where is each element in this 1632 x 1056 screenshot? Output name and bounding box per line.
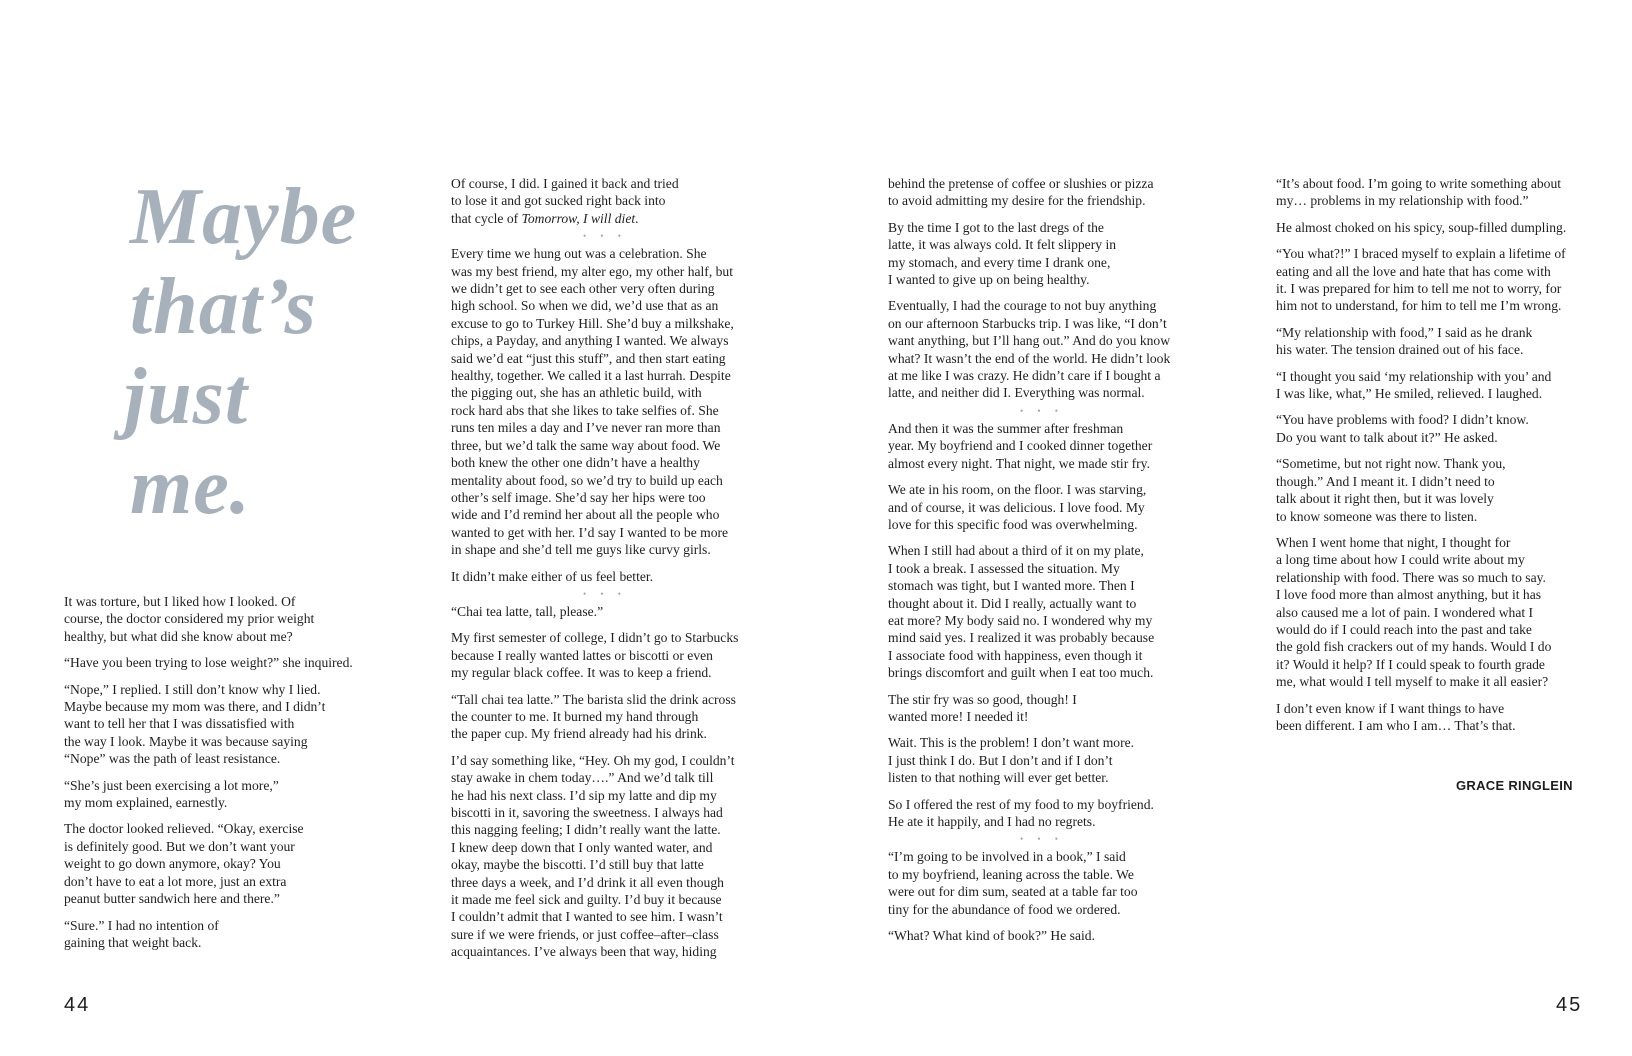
pull-quote <box>112 172 357 532</box>
paragraph: It was torture, but I liked how I looked. Of course, the doctor considered my prior weight healthy, but what did she know about me? <box>64 594 315 644</box>
paragraph: When I went home that night, I thought for a long time about how I could write about my relationship with food. There was so much to say. I love food more than almost anything, but it has also caused me a lot of pain. I wondered what I would do if I could reach into the past and take the gold fish crackers out of my hands. Would I do it? Would it help? If I could speak to fourth grade me, what would I tell myself to make it all easier? <box>1276 534 1552 690</box>
paragraph: “You what?!” I braced myself to explain a lifetime of eating and all the love and hate that has come with it. I was prepared for him to tell me not to worry, for him not to understand, for him to tell me I’m wrong. <box>1276 246 1566 314</box>
pull-quote-line: just <box>124 353 249 441</box>
paragraph: We ate in his room, on the floor. I was starving, and of course, it was delicious. I love food. My love for this specific food was overwhelming. <box>888 482 1147 532</box>
paragraph: Eventually, I had the courage to not buy anything on our afternoon Starbucks trip. I was like, “I don’t want anything, but I’ll hang out.” And do you know what? It wasn’t the end of the world. He didn’t look at me like I was crazy. He didn’t care if I bought a latte, and neither did I. Everything was normal. <box>888 298 1171 401</box>
page-number-left: 44 <box>64 994 91 1016</box>
paragraph: Wait. This is the problem! I don’t want more. I just think I do. But I don’t and if I don’t listen to that nothing will ever get better. <box>888 735 1135 786</box>
paragraph: “It’s about food. I’m going to write something about my… problems in my relationship with food.” <box>1276 176 1562 209</box>
paragraph: Every time we hung out was a celebration. She was my best friend, my alter ego, my other half, but we didn’t get to see each other very often during high school. So when we did, we’d use that as an excuse to go to Turkey Hill. She’d buy a milkshake, chips, a Payday, and anything I wanted. We always said we’d eat “just this stuff”, and then start eating healthy, together. We called it a last hurrah. Despite the pigging out, she has an athletic build, with rock hard abs that she likes to take selfies of. She runs ten miles a day and I’ve never ran more than three, but we’d talk the same way about food. We both knew the other one didn’t have a healthy mentality about food, so we’d try to build up each other’s self image. She’d say her hips were too wide and I’d remind her about all the people who wanted to get with her. I’d say I wanted to be more in shape and she’d tell me guys like curvy girls. <box>451 246 734 558</box>
paragraph: By the time I got to the last dregs of the latte, it was always cold. It felt slippery in my stomach, and every time I drank one, I wanted to give up on being healthy. <box>888 219 1117 288</box>
page-number-right: 45 <box>1556 994 1583 1016</box>
section-separator: • • • <box>583 231 627 242</box>
author-byline: GRACE RINGLEIN <box>1456 778 1573 793</box>
paragraph: My first semester of college, I didn’t go to Starbucks because I really wanted lattes or biscotti or even my regular black coffee. It was to keep a friend. <box>451 630 739 681</box>
paragraph: “She’s just been exercising a lot more,” my mom explained, earnestly. <box>64 777 279 811</box>
paragraph: “Sometime, but not right now. Thank you, though.” And I meant it. I didn’t need to talk about it right then, but it was lovely to know someone was there to listen. <box>1276 456 1506 524</box>
article-column-2 <box>451 175 781 970</box>
paragraph: “You have problems with food? I didn’t know. Do you want to talk about it?” He asked. <box>1276 412 1529 445</box>
article-column-3 <box>888 175 1218 953</box>
paragraph: “What? What kind of book?” He said. <box>888 928 1095 944</box>
section-separator: • • • <box>1020 834 1064 845</box>
paragraph: And then it was the summer after freshman year. My boyfriend and I cooked dinner together almost every night. That night, we made stir fry. <box>888 420 1153 471</box>
paragraph-text: . <box>635 210 639 226</box>
paragraph: behind the pretense of coffee or slushies or pizza to avoid admitting my desire for the friendship. <box>888 176 1154 209</box>
paragraph-text: Of course, I did. I gained it back and tried to lose it and got sucked right back into that cycle of <box>451 176 679 226</box>
pull-quote-line: Maybe <box>130 173 358 261</box>
paragraph: When I still had about a third of it on my plate, I took a break. I assessed the situation. My stomach was tight, but I wanted more. Then I thought about it. Did I really, actually want to eat more? My body said no. I wondered why my mind said yes. I realized it was probably because I associate food with happiness, even though it brings discomfort and guilt when I eat too much. <box>888 543 1155 681</box>
paragraph: The stir fry was so good, though! I wanted more! I needed it! <box>888 691 1077 724</box>
paragraph: “I’m going to be involved in a book,” I said to my boyfriend, leaning across the table. We were out for dim sum, seated at a table far too tiny for the abundance of food we ordered. <box>888 849 1138 917</box>
section-separator: • • • <box>1020 405 1064 416</box>
paragraph: “Nope,” I replied. I still don’t know why I lied. Maybe because my mom was there, and I didn’t want to tell her that I was dissatisfied with the way I look. Maybe it was because saying “Nope” was the path of least resistance. <box>64 681 326 767</box>
paragraph: It didn’t make either of us feel better. <box>451 568 654 584</box>
article-column-4 <box>1276 175 1606 743</box>
pull-quote-line: me. <box>130 443 251 531</box>
paragraph: He almost choked on his spicy, soup-filled dumpling. <box>1276 219 1567 235</box>
paragraph: “Sure.” I had no intention of gaining that weight back. <box>64 917 219 950</box>
paragraph: I’d say something like, “Hey. Oh my god, I couldn’t stay awake in chem today….” And we’d talk till he had his next class. I’d sip my latte and dip my biscotti in it, savoring the sweetness. I always had this nagging feeling; I didn’t really want the latte. I knew deep down that I only wanted water, and okay, maybe the biscotti. I’d still buy that latte three days a week, and I’d drink it all even though it made me feel sick and guilty. I’d buy it because I couldn’t admit that I wanted to see him. I wasn’t sure if we were friends, or just coffee–after–class acquaintances. I’ve always been that way, hiding <box>451 752 735 960</box>
pull-quote-line: that’s <box>130 263 317 351</box>
section-separator: • • • <box>583 588 627 599</box>
paragraph: “My relationship with food,” I said as he drank his water. The tension drained out of his face. <box>1276 324 1533 358</box>
paragraph <box>451 175 781 227</box>
paragraph: I don’t even know if I want things to have been different. I am who I am… That’s that. <box>1276 700 1516 733</box>
paragraph: “Tall chai tea latte.” The barista slid the drink across the counter to me. It burned my hand through the paper cup. My friend already had his drink. <box>451 691 736 742</box>
paragraph: “Chai tea latte, tall, please.” <box>451 603 604 619</box>
paragraph: “Have you been trying to lose weight?” she inquired. <box>64 655 353 671</box>
paragraph: The doctor looked relieved. “Okay, exercise is definitely good. But we don’t want your weight to go down anymore, okay? You don’t have to eat a lot more, just an extra peanut butter sandwich here and there.” <box>64 821 304 907</box>
article-column-1 <box>64 593 384 960</box>
paragraph: “I thought you said ‘my relationship with you’ and I was like, what,” He smiled, relieved. I laughed. <box>1276 368 1552 402</box>
paragraph: So I offered the rest of my food to my boyfriend. He ate it happily, and I had no regrets. <box>888 796 1154 829</box>
italic-phrase: Tomorrow, I will diet <box>521 210 636 226</box>
